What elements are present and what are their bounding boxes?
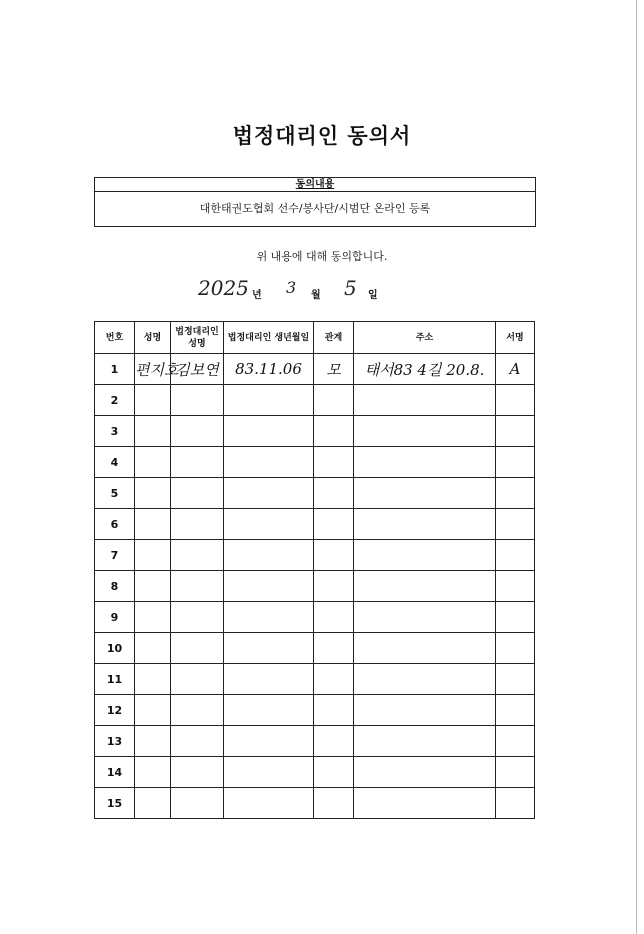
- relation-cell: [314, 571, 354, 602]
- address-cell: [354, 664, 496, 695]
- guardian-birth-cell: [224, 664, 314, 695]
- table-row: [95, 695, 535, 726]
- relation-cell: [314, 757, 354, 788]
- guardian-name-cell: [171, 571, 224, 602]
- signature-cell: [496, 695, 535, 726]
- guardian-table: [94, 321, 535, 819]
- row-number: 3: [95, 416, 135, 447]
- guardian-name-cell: [171, 757, 224, 788]
- address-cell: [354, 447, 496, 478]
- guardian-name-cell: [171, 447, 224, 478]
- table-row: [95, 788, 535, 819]
- col-header-relation: 관계: [314, 322, 354, 354]
- student-name-cell: [135, 664, 171, 695]
- address-cell: [354, 695, 496, 726]
- signature-cell: [496, 416, 535, 447]
- row-number: 15: [95, 788, 135, 819]
- relation-cell: [314, 540, 354, 571]
- relation-cell: [314, 695, 354, 726]
- guardian-birth-cell: [224, 416, 314, 447]
- signature-cell: [496, 726, 535, 757]
- signature-cell: [496, 540, 535, 571]
- address-cell: [354, 726, 496, 757]
- student-name-cell: [135, 478, 171, 509]
- table-row: [95, 416, 535, 447]
- guardian-name-cell: [171, 695, 224, 726]
- guardian-birth-cell: [224, 695, 314, 726]
- table-row: [95, 447, 535, 478]
- row-number: 8: [95, 571, 135, 602]
- student-name-cell: [135, 695, 171, 726]
- date-day-unit: 일: [368, 290, 378, 301]
- guardian-name-cell: [171, 478, 224, 509]
- relation-cell: [314, 478, 354, 509]
- guardian-birth-cell: [224, 540, 314, 571]
- agree-statement: 위 내용에 대해 동의합니다.: [256, 250, 388, 263]
- guardian-name-cell: [171, 416, 224, 447]
- relation-cell: [314, 385, 354, 416]
- signature-cell: [496, 478, 535, 509]
- guardian-birth-cell: [224, 478, 314, 509]
- row-number: 12: [95, 695, 135, 726]
- guardian-name-cell: [171, 788, 224, 819]
- row-number: 1: [95, 354, 135, 385]
- row-number: 10: [95, 633, 135, 664]
- student-name-cell: [135, 571, 171, 602]
- relation-cell: [314, 447, 354, 478]
- table-row: [95, 540, 535, 571]
- col-header-no: 번호: [95, 322, 135, 354]
- row-number: 14: [95, 757, 135, 788]
- row-number: 2: [95, 385, 135, 416]
- signature-cell: [496, 633, 535, 664]
- table-row: [95, 726, 535, 757]
- consent-body: 대한태권도협회 선수/봉사단/시범단 온라인 등록: [199, 202, 431, 215]
- consent-box: [94, 177, 536, 227]
- row-number: 6: [95, 509, 135, 540]
- table-row: [95, 509, 535, 540]
- guardian-name-cell: 김보연: [171, 354, 224, 385]
- address-cell: [354, 385, 496, 416]
- student-name-cell: [135, 385, 171, 416]
- student-name-cell: [135, 726, 171, 757]
- relation-cell: [314, 664, 354, 695]
- guardian-birth-cell: [224, 447, 314, 478]
- address-cell: [354, 509, 496, 540]
- student-name-cell: [135, 602, 171, 633]
- table-header-row: [95, 322, 535, 354]
- guardian-birth-cell: [224, 602, 314, 633]
- col-header-signature: 서명: [496, 322, 535, 354]
- relation-cell: [314, 602, 354, 633]
- row-number: 5: [95, 478, 135, 509]
- guardian-name-cell: [171, 509, 224, 540]
- signature-cell: [496, 447, 535, 478]
- date-month: 3: [286, 278, 297, 297]
- table-row: [95, 664, 535, 695]
- student-name-cell: [135, 788, 171, 819]
- guardian-name-cell: [171, 540, 224, 571]
- guardian-name-cell: [171, 602, 224, 633]
- table-row: [95, 633, 535, 664]
- col-header-guardian-birth: 법정대리인 생년월일: [224, 322, 314, 354]
- signature-cell: A: [496, 354, 535, 385]
- address-cell: [354, 788, 496, 819]
- student-name-cell: [135, 447, 171, 478]
- guardian-birth-cell: [224, 509, 314, 540]
- guardian-name-cell: [171, 726, 224, 757]
- guardian-name-cell: [171, 385, 224, 416]
- col-header-name: 성명: [135, 322, 171, 354]
- relation-cell: [314, 633, 354, 664]
- relation-cell: [314, 726, 354, 757]
- table-row: [95, 602, 535, 633]
- signature-cell: [496, 664, 535, 695]
- student-name-cell: [135, 540, 171, 571]
- signature-cell: [496, 757, 535, 788]
- row-number: 9: [95, 602, 135, 633]
- relation-cell: 모: [314, 354, 354, 385]
- student-name-cell: 편지호: [135, 354, 171, 385]
- student-name-cell: [135, 509, 171, 540]
- table-row: [95, 571, 535, 602]
- page-title: 법정대리인 동의서: [232, 124, 412, 148]
- guardian-birth-cell: [224, 571, 314, 602]
- signature-cell: [496, 788, 535, 819]
- table-row: [95, 478, 535, 509]
- guardian-birth-cell: [224, 788, 314, 819]
- table-row: [95, 757, 535, 788]
- relation-cell: [314, 509, 354, 540]
- address-cell: [354, 571, 496, 602]
- guardian-birth-cell: [224, 726, 314, 757]
- address-cell: [354, 757, 496, 788]
- consent-header-label: 동의내용: [295, 179, 335, 190]
- row-number: 11: [95, 664, 135, 695]
- col-header-address: 주소: [354, 322, 496, 354]
- date-line: [196, 276, 496, 306]
- table-row: [95, 385, 535, 416]
- address-cell: [354, 633, 496, 664]
- guardian-name-cell: [171, 633, 224, 664]
- relation-cell: [314, 788, 354, 819]
- table-row: [95, 354, 535, 385]
- signature-cell: [496, 602, 535, 633]
- date-year-unit: 년: [252, 290, 262, 301]
- date-year: 2025: [198, 276, 249, 300]
- relation-cell: [314, 416, 354, 447]
- guardian-name-cell: [171, 664, 224, 695]
- date-day: 5: [344, 276, 357, 300]
- row-number: 4: [95, 447, 135, 478]
- guardian-birth-cell: [224, 385, 314, 416]
- address-cell: 태서83 4길 20.8.: [354, 354, 496, 385]
- col-header-guardian-name: 법정대리인 성명: [171, 322, 224, 354]
- address-cell: [354, 540, 496, 571]
- signature-cell: [496, 571, 535, 602]
- student-name-cell: [135, 416, 171, 447]
- address-cell: [354, 416, 496, 447]
- signature-cell: [496, 385, 535, 416]
- signature-cell: [496, 509, 535, 540]
- student-name-cell: [135, 757, 171, 788]
- address-cell: [354, 478, 496, 509]
- guardian-birth-cell: 83.11.06: [224, 354, 314, 385]
- address-cell: [354, 602, 496, 633]
- date-month-unit: 월: [311, 290, 321, 301]
- row-number: 13: [95, 726, 135, 757]
- guardian-birth-cell: [224, 633, 314, 664]
- student-name-cell: [135, 633, 171, 664]
- row-number: 7: [95, 540, 135, 571]
- consent-header: [95, 178, 535, 192]
- guardian-birth-cell: [224, 757, 314, 788]
